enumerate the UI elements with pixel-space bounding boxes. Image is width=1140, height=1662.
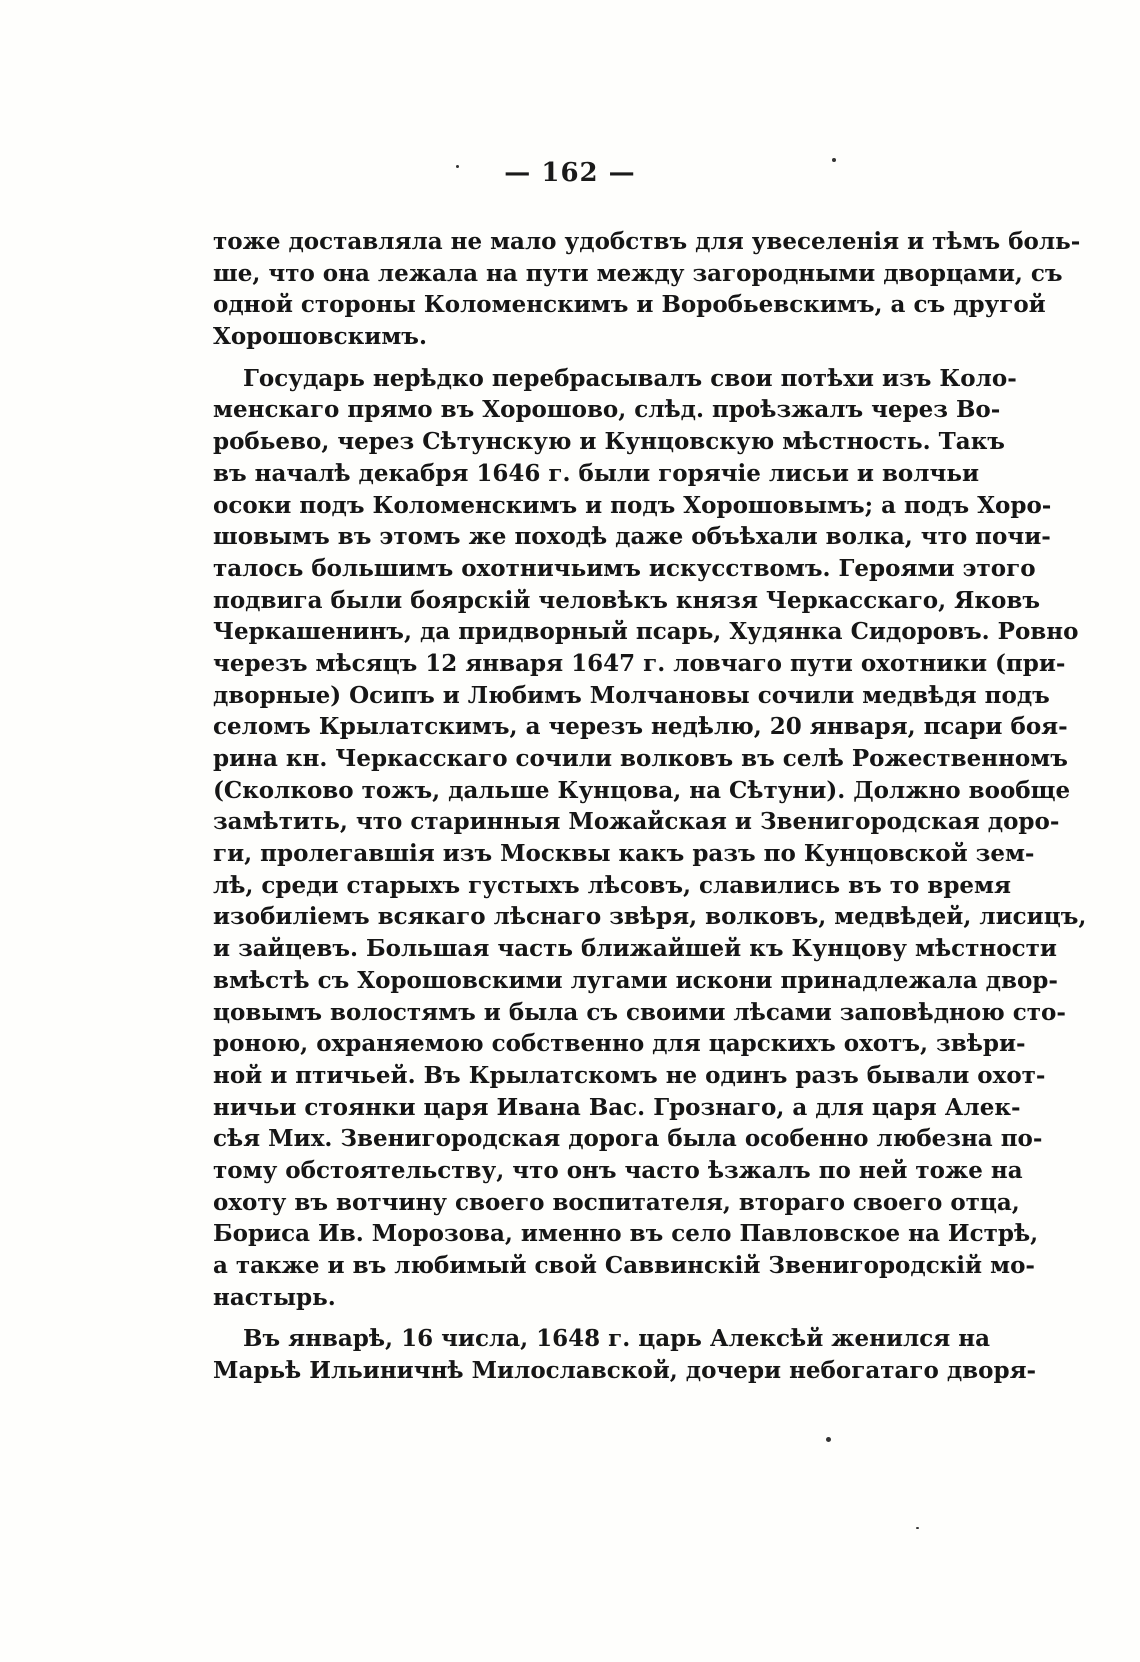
text-line: и зайцевъ. Большая часть ближайшей къ Кунцову мѣстности <box>213 935 1057 963</box>
text-line: одной стороны Коломенскимъ и Воробьевскимъ, а съ другой <box>213 291 1046 319</box>
text-line: Въ январѣ, 16 числа, 1648 г. царь Алексѣй женился на <box>243 1325 990 1353</box>
paragraph <box>213 226 1081 353</box>
text-line: тому обстоятельству, что онъ часто ѣзжалъ по ней тоже на <box>213 1156 1023 1184</box>
text-line: Бориса Ив. Морозова, именно въ село Павловское на Истрѣ, <box>213 1220 1039 1248</box>
text-line: вмѣстѣ съ Хорошовскими лугами искони принадлежала двор- <box>213 966 1058 994</box>
text-line: менскаго прямо въ Хорошово, слѣд. проѣзжалъ через Во- <box>213 396 1001 424</box>
paragraph <box>213 363 1087 1314</box>
page-number: — 162 — <box>504 158 636 188</box>
text-line: селомъ Крылатскимъ, а черезъ недѣлю, 20 января, псари боя- <box>213 713 1068 741</box>
text-line: ше, что она лежала на пути между загородными дворцами, съ <box>213 259 1063 287</box>
text-line: (Сколково тожъ, дальше Кунцова, на Сѣтуни). Должно вообще <box>213 776 1071 804</box>
text-line: талось большимъ охотничьимъ искусствомъ. Героями этого <box>213 554 1036 582</box>
scan-speck <box>826 1437 831 1442</box>
scan-speck <box>916 1527 919 1529</box>
text-line: роною, охраняемою собственно для царскихъ охотъ, звѣри- <box>213 1030 1026 1058</box>
text-line: сѣя Мих. Звенигородская дорога была особенно любезна по- <box>213 1125 1043 1153</box>
text-line: ной и птичьей. Въ Крылатскомъ не одинъ разъ бывали охот- <box>213 1061 1046 1089</box>
text-line: настырь. <box>213 1283 336 1311</box>
text-line: цовымъ волостямъ и была съ своими лѣсами заповѣдною сто- <box>213 998 1066 1026</box>
text-line: замѣтить, что старинныя Можайская и Звенигородская доро- <box>213 808 1060 836</box>
text-line: ги, пролегавшія изъ Москвы какъ разъ по Кунцовской зем- <box>213 840 1035 868</box>
text-line: черезъ мѣсяцъ 12 января 1647 г. ловчаго пути охотники (при- <box>213 649 1066 677</box>
text-line: Черкашенинъ, да придворный псарь, Худянка Сидоровъ. Ровно <box>213 618 1079 646</box>
text-line: осоки подъ Коломенскимъ и подъ Хорошовымъ; а подъ Хоро- <box>213 491 1052 519</box>
paragraph <box>213 1323 1037 1386</box>
text-line: охоту въ вотчину своего воспитателя, втораго своего отца, <box>213 1188 1020 1216</box>
text-line: Хорошовскимъ. <box>213 323 427 351</box>
text-line: а также и въ любимый свой Саввинскій Звенигородскій мо- <box>213 1252 1035 1279</box>
text-line: дворные) Осипъ и Любимъ Молчановы сочили медвѣдя подъ <box>213 681 1050 709</box>
text-line: шовымъ въ этомъ же походѣ даже объѣхали волка, что почи- <box>213 523 1051 551</box>
text-line: подвига были боярскій человѣкъ князя Черкасскаго, Яковъ <box>213 586 1041 614</box>
text-line: лѣ, среди старыхъ густыхъ лѣсовъ, славились въ то время <box>213 871 1012 899</box>
text-line: Государь нерѣдко перебрасывалъ свои потѣхи изъ Коло- <box>243 364 1017 392</box>
text-line: въ началѣ декабря 1646 г. были горячіе лисьи и волчьи <box>213 459 979 487</box>
scan-speck <box>456 165 459 168</box>
text-line: изобиліемъ всякаго лѣснаго звѣря, волковъ, медвѣдей, лисицъ, <box>213 903 1087 931</box>
text-line: рина кн. Черкасскаго сочили волковъ въ селѣ Рожественномъ <box>213 745 1068 772</box>
text-line: Марьѣ Ильиничнѣ Милославской, дочери небогатаго дворя- <box>213 1357 1037 1385</box>
text-line: ничьи стоянки царя Ивана Вас. Грознаго, а для царя Алек- <box>213 1093 1021 1121</box>
body-text <box>213 226 1087 1387</box>
text-line: тоже доставляла не мало удобствъ для увеселенія и тѣмъ боль- <box>213 228 1081 255</box>
text-line: робьево, через Сѣтунскую и Кунцовскую мѣстность. Такъ <box>213 428 1005 456</box>
scan-speck <box>832 158 836 162</box>
